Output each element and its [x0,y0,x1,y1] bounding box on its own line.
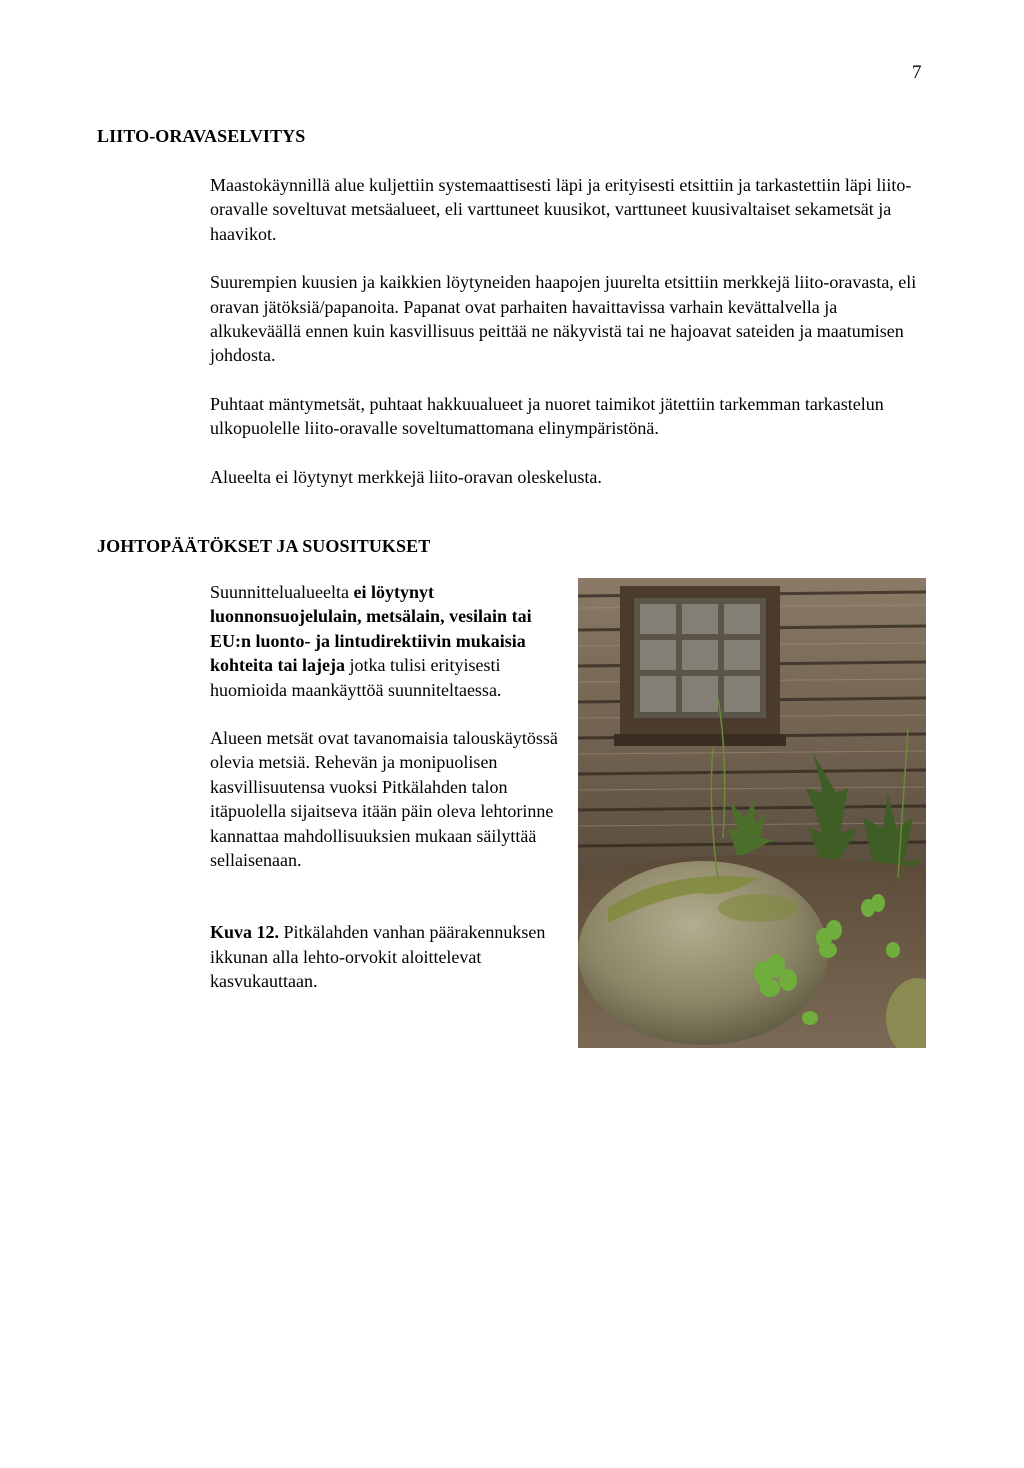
bold-text-span: ei löytynyt luonnonsuojelulain, metsälain, vesilain tai EU:n luonto- ja lintudirektiivin mukaisia kohteita tai lajeja [210,582,532,676]
text-span: jotka tulisi erityisesti huomioida maankäyttöä suunniteltaessa. [210,655,502,700]
section-liito-orava-body [210,173,930,513]
caption-text: Pitkälahden vanhan päärakennuksen ikkunan alla lehto-orvokit aloittelevat kasvukauttaan. [210,922,546,992]
figure-photo [578,578,926,1048]
paragraph-findings [210,580,562,702]
paragraph: Suurempien kuusien ja kaikkien löytyneiden haapojen juurelta etsittiin merkkejä liito-oravasta, eli oravan jätöksiä/papanoita. Papanat ovat parhaiten havaittavissa varhain kevättalvella ja alkukeväällä ennen kuin kasvillisuus peittää ne näkyvistä tai ne hajoavat sateiden ja maatumisen johdosta. [210,272,917,366]
paragraph: Puhtaat mäntymetsät, puhtaat hakkuualueet ja nuoret taimikot jätettiin tarkemman tarkastelun ulkopuolelle liito-oravalle soveltumattomana elinympäristönä. [210,393,884,439]
photo-illustration [578,578,926,1048]
section-heading-johtopaatokset: JOHTOPÄÄTÖKSET JA SUOSITUKSET [97,536,431,556]
section-heading-liito-orava: LIITO-ORAVASELVITYS [97,126,306,146]
paragraph: Alueelta ei löytynyt merkkejä liito-oravan oleskelusta. [210,466,602,487]
caption-label: Kuva 12. [210,922,280,943]
section-johtopaatokset-body [210,580,562,1018]
page-number: 7 [912,62,922,83]
text-span: Suunnittelualueelta [210,582,354,602]
figure-caption [210,920,562,993]
paragraph: Maastokäynnillä alue kuljettiin systemaattisesti läpi ja erityisesti etsittiin ja tarkastettiin läpi liito-oravalle soveltuvat metsäalueet, eli varttuneet kuusikot, varttuneet kuusivaltaiset sekametsät ja haavikot. [210,175,912,244]
paragraph-forests: Alueen metsät ovat tavanomaisia talouskäytössä olevia metsiä. Rehevän ja monipuolisen kasvillisuutensa vuoksi Pitkälahden talon itäpuolella sijaitseva itään päin oleva lehtorinne kannattaa mahdollisuuksien mukaan säilyttää sellaisenaan. [210,728,558,871]
